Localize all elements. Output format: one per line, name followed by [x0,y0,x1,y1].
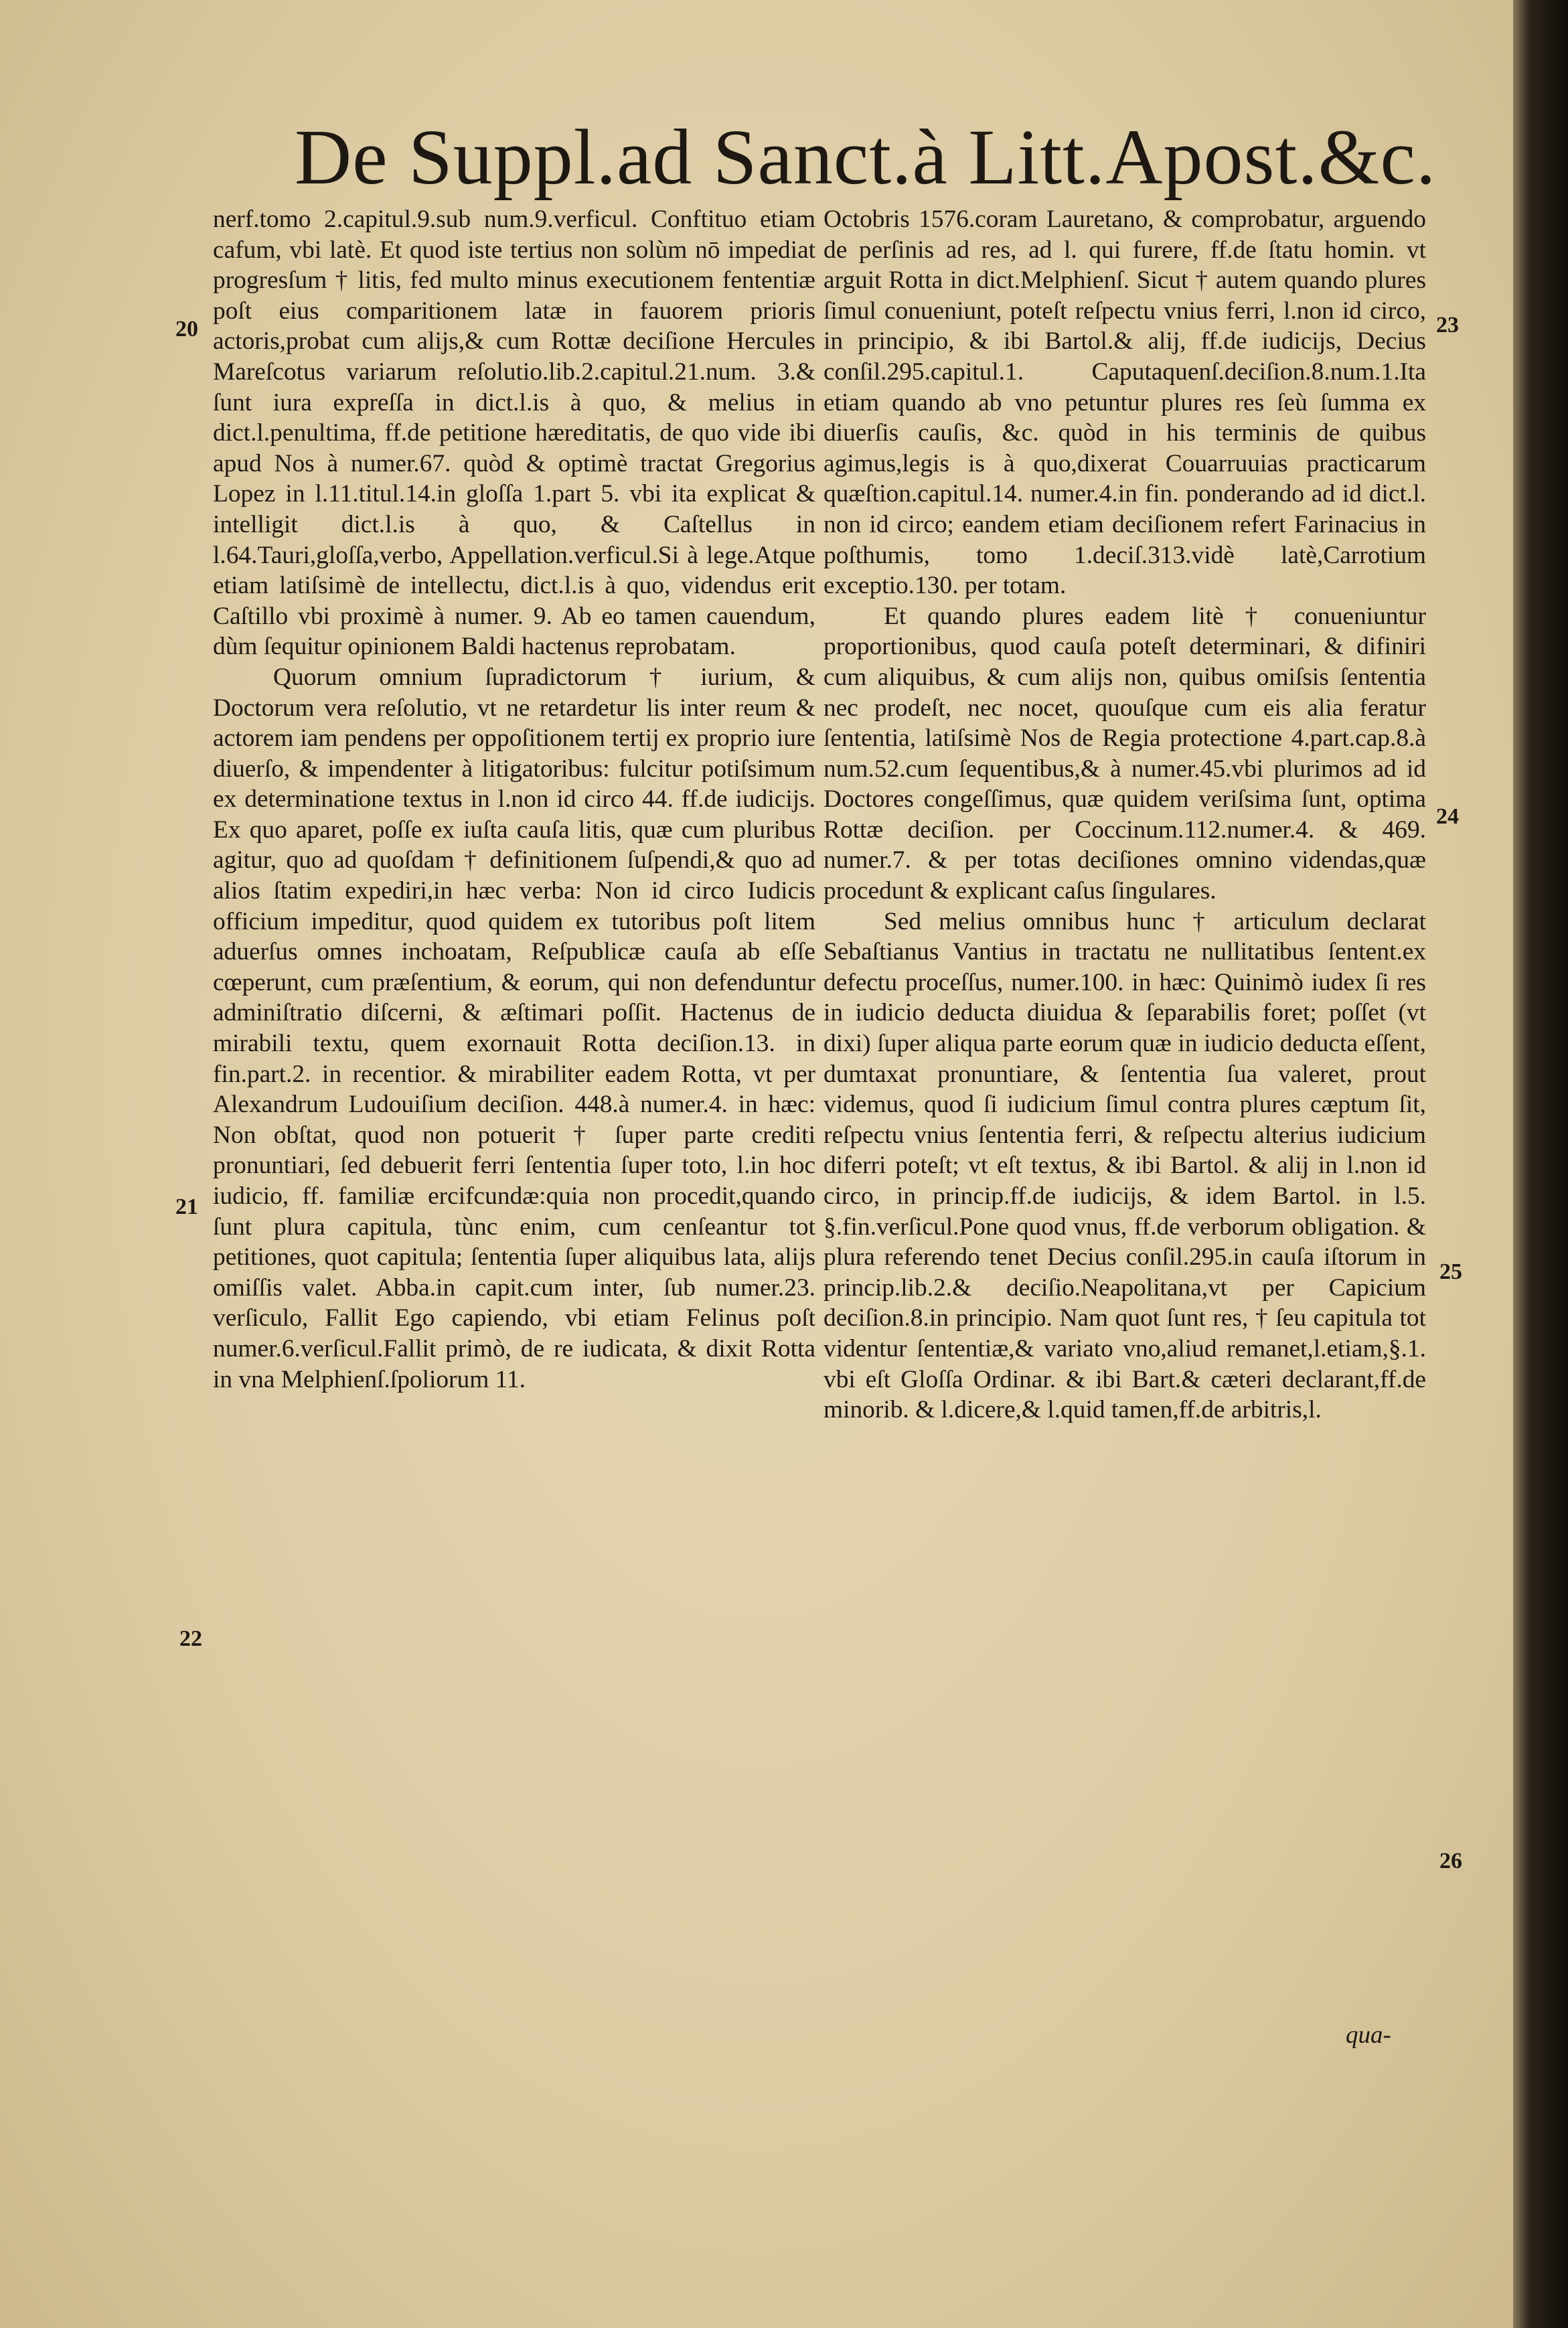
right-paragraph-3: Sed melius omnibus hunc † articulum declarat Sebaſtianus Vantius in tractatu ne nullitatibus ſentent.ex defectu proceſſus, numer.100. in hæc: Quinimò iudex ſi res in iudicio deducta diuidua & ſeparabilis foret; poſſet (vt dixi) ſuper aliqua parte eorum quæ in iudicio deducta eſſent, dumtaxat pronuntiare, & ſententia ſua valeret, prout videmus, quod ſi iudicium ſimul contra plures cæptum ſit, reſpectu vnius ſententia ferri, & reſpectu alterius iudicium diferri poteſt; vt eſt textus, & ibi Bartol. & alij in l.non id circo, in princip.ff.de iudicijs, & idem Bartol. in l.5. §.fin.verſicul.Pone quod vnus, ff.de verborum obligation. & plura referendo tenet Decius conſil.295.in cauſa iſtorum in princip.lib.2.& deciſio.Neapolitana,vt per Capicium deciſion.8.in principio. Nam quot ſunt res, † ſeu capitula tot videntur ſententiæ,& variato vno,aliud remanet,l.etiam,§.1. vbi eſt Gloſſa Ordinar. & ibi Bart.& cæteri declarant,ff.de minorib. & l.dicere,& l.quid tamen,ff.de arbitris,l. [824,907,1426,1424]
left-column [213,204,815,1395]
margin-number-21: 21 [175,1194,198,1219]
catchword: qua- [1346,2021,1391,2049]
page-edge-shadow [1513,0,1568,2328]
margin-number-22: 22 [179,1626,202,1651]
running-header: De Suppl.ad Sanct.à Litt.Apost.&c. [295,113,1437,201]
margin-number-24: 24 [1436,804,1459,829]
right-column [824,204,1426,1425]
right-paragraph-2: Et quando plures eadem litè † conueniuntur proportionibus, quod cauſa poteſt determinari, & difiniri cum aliquibus, & cum alijs non, quibus omiſsis ſententia nec prodeſt, nec nocet, quouſque cum eis alia feratur ſententia, latiſsimè Nos de Regia protectione 4.part.cap.8.à num.52.cum ſequentibus,& à numer.45.vbi plurimos ad id Doctores congeſſimus, quæ quidem veriſsima ſunt, optima Rottæ deciſion. per Coccinum.112.numer.4. & 469. numer.7. & per totas deciſiones omnino videndas,quæ procedunt & explicant caſus ſingulares. [824,602,1426,905]
margin-number-20: 20 [175,317,198,341]
margin-number-26: 26 [1439,1849,1462,1873]
margin-number-23: 23 [1436,313,1459,337]
left-paragraph-1: nerf.tomo 2.capitul.9.sub num.9.verficul. Conftituo etiam cafum, vbi latè. Et quod iste tertius non solùm nō impediat progresſum † litis, fed multo minus executionem fententiæ poſt eius comparitionem latæ in fauorem prioris actoris,probat cum alijs,& cum Rottæ deciſione Hercules Mareſcotus variarum reſolutio.lib.2.capitul.21.num. 3.& ſunt iura expreſſa in dict.l.is à quo, & melius in dict.l.penultima, ff.de petitione hæreditatis, de quo vide ibi apud Nos à numer.67. quòd & optimè tractat Gregorius Lopez in l.11.titul.14.in gloſſa 1.part 5. vbi ita explicat & intelligit dict.l.is à quo, & Caſtellus in l.64.Tauri,gloſſa,verbo, Appellation.verficul.Si à lege.Atque etiam latiſsimè de intellectu, dict.l.is à quo, videndus erit Caſtillo vbi proximè à numer. 9. Ab eo tamen cauendum, dùm ſequitur opinionem Baldi hactenus reprobatam. [213,206,815,661]
left-paragraph-2: Quorum omnium ſupradictorum † iurium, & Doctorum vera reſolutio, vt ne retardetur lis inter reum & actorem iam pendens per oppoſitionem tertij ex proprio iure diuerſo, & impendenter à litigatoribus: fulcitur potiſsimum ex determinatione textus in l.non id circo 44. ff.de iudicijs. Ex quo aparet, poſſe ex iuſta cauſa litis, quæ cum pluribus agitur, quo ad quoſdam † definitionem ſuſpendi,& quo ad alios ſtatim expediri,in hæc verba: Non id circo Iudicis officium impeditur, quod quidem ex tutoribus poſt litem aduerſus omnes inchoatam, Reſpublicæ cauſa ab eſſe cœperunt, cum præſentium, & eorum, qui non defenduntur adminiſtratio diſcerni, & æſtimari poſſit. Hactenus de mirabili textu, quem exornauit Rotta deciſion.13. in fin.part.2. in recentior. & mirabiliter eadem Rotta, vt per Alexandrum Ludouiſium deciſion. 448.à numer.4. in hæc: Non obſtat, quod non potuerit † ſuper parte crediti pronuntiari, ſed debuerit ferri ſententia ſuper toto, l.in hoc iudicio, ff. familiæ ercifcundæ:quia non procedit,quando ſunt plura capitula, tùnc enim, cum cenſeantur tot petitiones, quot capitula; ſententia ſuper aliquibus lata, alijs omiſſis valet. Abba.in capit.cum inter, ſub numer.23. verſiculo, Fallit Ego capiendo, vbi etiam Felinus poſt numer.6.verſicul.Fallit primò, de re iudicata, & dixit Rotta in vna Melphienſ.ſpoliorum 11. [213,663,815,1393]
right-paragraph-1: Octobris 1576.coram Lauretano, & comprobatur, arguendo de perſinis ad res, ad l. qui furere, ff.de ſtatu homin. vt arguit Rotta in dict.Melphienſ. Sicut † autem quando plures ſimul conueniunt, poteſt reſpectu vnius ferri, l.non id circo, in principio, & ibi Bartol.& alij, ff.de iudicijs, Decius conſil.295.capitul.1. Caputaquenſ.deciſion.8.num.1.Ita etiam quando ab vno petuntur plures res ſeù ſumma ex diuerſis cauſis, &c. quòd in his terminis de quibus agimus,legis is à quo,dixerat Couarruuias practicarum quæſtion.capitul.14. numer.4.in fin. ponderando ad id dict.l. non id circo; eandem etiam deciſionem refert Farinacius in poſthumis, tomo 1.deciſ.313.vidè latè,Carrotium exceptio.130. per totam. [824,206,1426,600]
margin-number-25: 25 [1439,1259,1462,1284]
